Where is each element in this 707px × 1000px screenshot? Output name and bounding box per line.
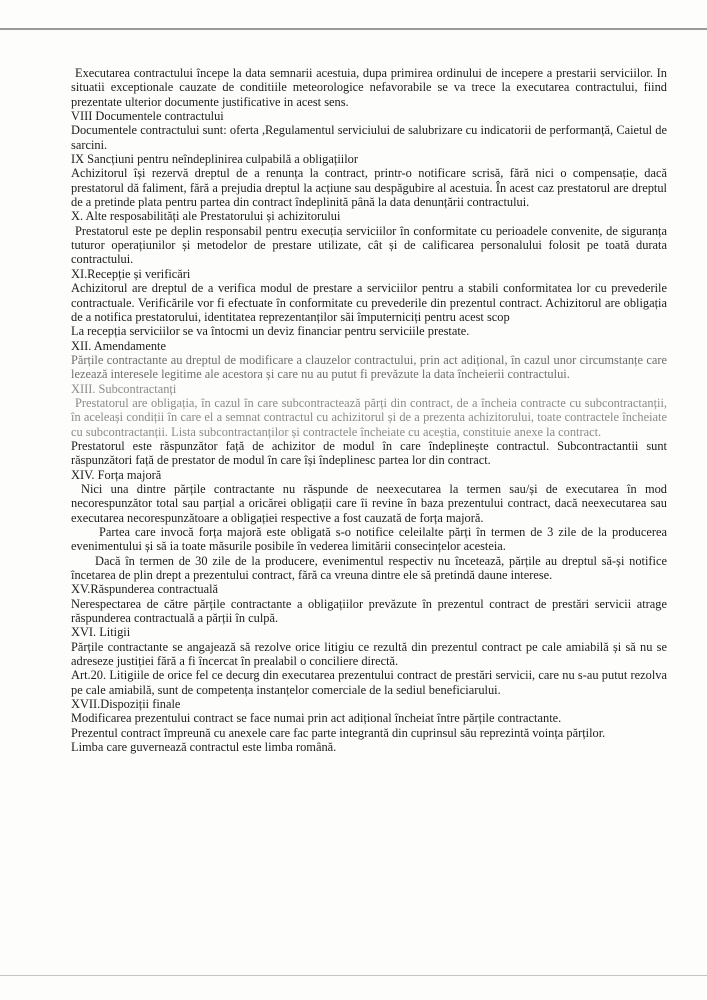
paragraph-sanctions: Achizitorul își rezervă dreptul de a renunța la contract, printr-o notificare scrisă, fără nici o compensație, dacă prestatorul dă faliment, fără a prejudia dreptul la acțiune sau despăgubire al acestuia. În acest caz prestatorul are dreptul de a pretinde plata pentru partea din contract îndeplinită până la data denunțării contractului. (71, 166, 667, 210)
paragraph-responsibilities: Prestatorul este pe deplin responsabil pentru execuția serviciilor în conformitate cu perioadele convenite, de siguranța tuturor operațiunilor și metodelor de prestare utilizate, cât și de calificarea personalului folosit pe toată durata contractului. (71, 223, 667, 267)
paragraph-provider-liability: Prestatorul este răspunzător față de achizitor de modul în care îndeplinește contractul. Subcontractantii sunt răspunzători față de prestator de modul în care își îndeplinesc partea lor din contract. (71, 438, 667, 468)
paragraph-contract-documents: Documentele contractului sunt: oferta ,Regulamentul serviciului de salubrizare cu indicatorii de performanță, Caietul de sarcini. (71, 123, 667, 152)
paragraph-force-majeure-3: Dacă în termen de 30 zile de la producere, evenimentul respectiv nu încetează, părțile au dreptul să-și notifice încetarea de plin drept a prezentului contract, fără ca vreuna dintre ele să pretindă daune interese. (71, 553, 667, 583)
section-heading-xv: XV.Răspunderea contractuală (71, 582, 219, 597)
paragraph-amendments: Părțile contractante au dreptul de modificare a clauzelor contractului, prin act adițional, în cazul unor circumstanțe care lezează interesele legitime ale acestora și care nu au putut fi prevăzute la data încheierii contractului. (71, 352, 667, 382)
paragraph-subcontractors: Prestatorul are obligația, în cazul în care subcontractează părți din contract, de a încheia contracte cu subcontractanții, în aceleași condiții în care el a semnat contractul cu achizitorul și de a prezenta achizitorului, toate contractele încheiate cu subcontractanții. Lista subcontractanților și contractele încheiate cu aceștia, constituie anexe la contract. (71, 395, 667, 439)
section-heading-xvi: XVI. Litigii (71, 625, 131, 640)
section-heading-xiii: XIII. Subcontractanți (71, 381, 177, 396)
section-heading-xiv: XIV. Forța majoră (71, 467, 162, 482)
paragraph-force-majeure-2: Partea care invocă forța majoră este obligată s-o notifice celeilalte părți în termen de 3 zile de la producerea evenimentului și să ia toate măsurile posibile în vederea limitării consecințelor acesteia. (71, 525, 667, 554)
paragraph-governing-language: Limba care guvernează contractul este limba română. (71, 740, 337, 755)
paragraph-amicable-resolution: Părțile contractante se angajează să rezolve orice litigiu ce rezultă din prezentul contract pe cale amiabilă și să nu se adreseze justiției fără a fi încercat în prealabil o conciliere directă. (71, 639, 667, 669)
paragraph-reception-estimate: La recepția serviciilor se va întocmi un deviz financiar pentru serviciile prestate. (71, 324, 470, 339)
scan-bottom-edge-line (0, 975, 707, 976)
section-heading-xi: XI.Recepție și verificări (71, 266, 191, 281)
contract-page-body (71, 66, 667, 755)
section-heading-viii: VIII Documentele contractului (71, 109, 224, 124)
paragraph-article-20: Art.20. Litigiile de orice fel ce decurg din executarea prezentului contract de prestări servicii, care nu s-au putut rezolva pe cale amiabilă, sunt de competența instanțelor comerciale de la sediul beneficiarului. (71, 668, 667, 697)
paragraph-execution-start: Executarea contractului începe la data semnarii acestuia, dupa primirea ordinului de incepere a prestarii serviciilor. In situatii exceptionale cauzate de conditiile meteorologice nefavorabile se va trece la executarea contractului, fiind prezentate ulterior documente justificative in acest sens. (71, 66, 667, 109)
paragraph-contractual-liability: Nerespectarea de către părțile contractante a obligațiilor prevăzute în prezentul contract de prestări servicii atrage răspunderea contractuală a părții în culpă. (71, 596, 667, 626)
scan-top-edge-line (0, 28, 707, 30)
paragraph-verification: Achizitorul are dreptul de a verifica modul de prestare a serviciilor pentru a stabili conformitatea lor cu prevederile contractuale. Verificările vor fi efectuate în conformitate cu prevederile din prezentul contract. Achizitorul are obligația de a notifica prestatorului, identitatea reprezentanților săi împuterniciți pentru acest scop (71, 281, 667, 324)
paragraph-will-of-parties: Prezentul contract împreună cu anexele care fac parte integrantă din cuprinsul său reprezintă voința părților. (71, 725, 606, 740)
section-heading-xvii: XVII.Dispoziții finale (71, 697, 181, 712)
paragraph-modification: Modificarea prezentului contract se face numai prin act adițional încheiat între părțile contractante. (71, 711, 562, 726)
paragraph-force-majeure-1: Nici una dintre părțile contractante nu răspunde de neexecutarea la termen sau/și de executarea în mod necorespunzător total sau parțial a oricărei obligații care îi revine în baza prezentului contract, dacă neexecutarea sau executarea necorespunzătoare a obligației respective a fost cauzată de forța majoră. (71, 481, 667, 525)
section-heading-x: X. Alte resposabilități ale Prestatorului și achizitorului (71, 209, 341, 224)
section-heading-xii: XII. Amendamente (71, 338, 166, 353)
section-heading-ix: IX Sancțiuni pentru neîndeplinirea culpabilă a obligațiilor (71, 152, 358, 167)
